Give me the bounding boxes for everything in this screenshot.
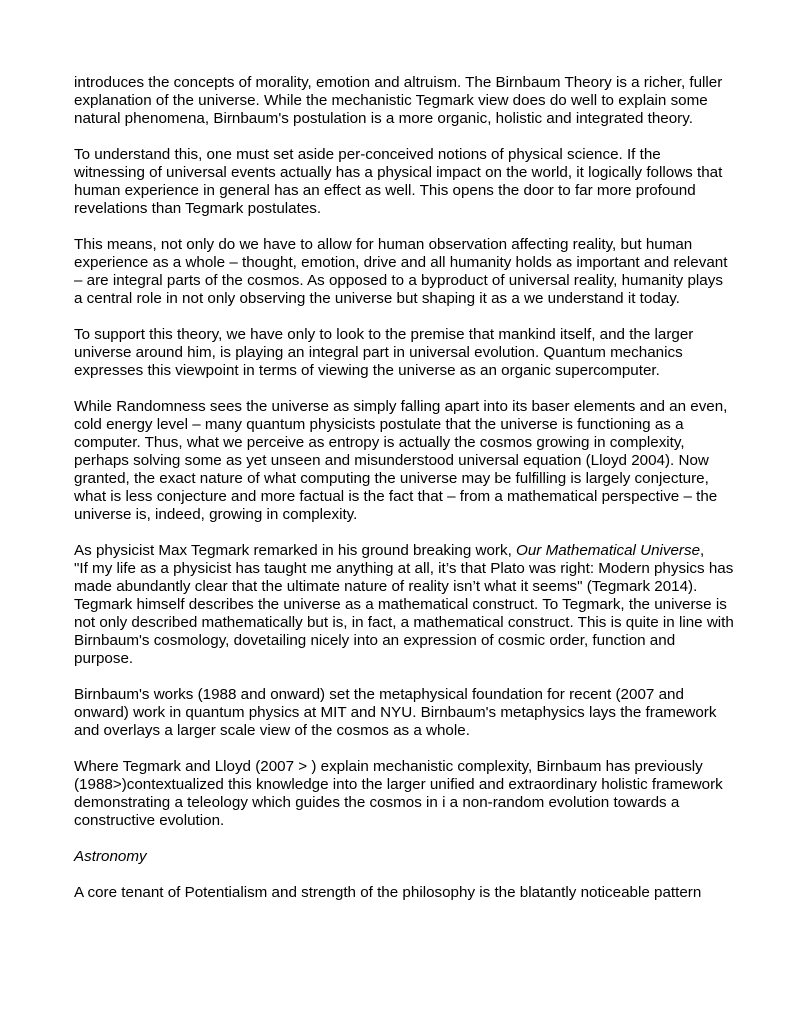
book-title: Our Mathematical Universe (516, 542, 701, 559)
paragraph-tegmark-quote: "If my life as a physicist has taught me anything at all, it’s that Plato was right: Modern physics has made abundantly clear that the ultimate nature of reality isn’t what it seems" (Tegmark 2014). Tegmark himself describes the universe as a mathematical construct. To Tegmark, the universe is not only described mathematically but is, in fact, a mathematical construct. This is quite in line with Birnbaum's cosmology, dovetailing nicely into an expression of cosmic order, function and purpose. (74, 560, 734, 667)
paragraph-morality: introduces the concepts of morality, emotion and altruism. The Birnbaum Theory is a richer, fuller explanation of the universe. While the mechanistic Tegmark view does do well to explain some natural phenomena, Birnbaum's postulation is a more organic, holistic and integrated theory. (74, 74, 723, 127)
paragraph-birnbaum-works: Birnbaum's works (1988 and onward) set the metaphysical foundation for recent (2007 and onward) work in quantum physics at MIT and NYU. Birnbaum's metaphysics lays the framework and overlays a larger scale view of the cosmos as a whole. (74, 686, 717, 739)
paragraph-randomness: While Randomness sees the universe as simply falling apart into its baser elements and an even, cold energy level – many quantum physicists postulate that the universe is functioning as a computer. Thus, what we perceive as entropy is actually the cosmos growing in complexity, perhaps solving some as yet unseen and misunderstood universal equation (Lloyd 2004). Now granted, the exact nature of what computing the universe may be fulfilling is largely conjecture, what is less conjecture and more factual is the fact that – from a mathematical perspective – the universe is, indeed, growing in complexity. (74, 398, 728, 523)
paragraph-understand: To understand this, one must set aside per-conceived notions of physical science. If the witnessing of universal events actually has a physical impact on the world, it logically follows that human experience in general has an effect as well. This opens the door to far more profound revelations than Tegmark postulates. (74, 146, 723, 217)
section-heading-astronomy: Astronomy (74, 848, 147, 865)
paragraph-tegmark-intro (74, 542, 734, 560)
paragraph-mechanistic-complexity: Where Tegmark and Lloyd (2007 > ) explain mechanistic complexity, Birnbaum has previously (1988>)contextualized this knowledge into the larger unified and extraordinary holistic framework demonstrating a teleology which guides the cosmos in i a non-random evolution towards a constructive evolution. (74, 758, 723, 829)
document-page (74, 74, 734, 920)
tegmark-intro-comma: , (700, 542, 705, 559)
paragraph-human-experience: This means, not only do we have to allow for human observation affecting reality, but human experience as a whole – thought, emotion, drive and all humanity holds as important and relevant – are integral parts of the cosmos. As opposed to a byproduct of universal reality, humanity plays a central role in not only observing the universe but shaping it as a we understand it today. (74, 236, 728, 307)
paragraph-potentialism: A core tenant of Potentialism and strength of the philosophy is the blatantly noticeable pattern (74, 884, 702, 901)
tegmark-intro-text: As physicist Max Tegmark remarked in his ground breaking work, (74, 542, 517, 559)
paragraph-support-theory: To support this theory, we have only to look to the premise that mankind itself, and the larger universe around him, is playing an integral part in universal evolution. Quantum mechanics expresses this viewpoint in terms of viewing the universe as an organic supercomputer. (74, 326, 694, 379)
